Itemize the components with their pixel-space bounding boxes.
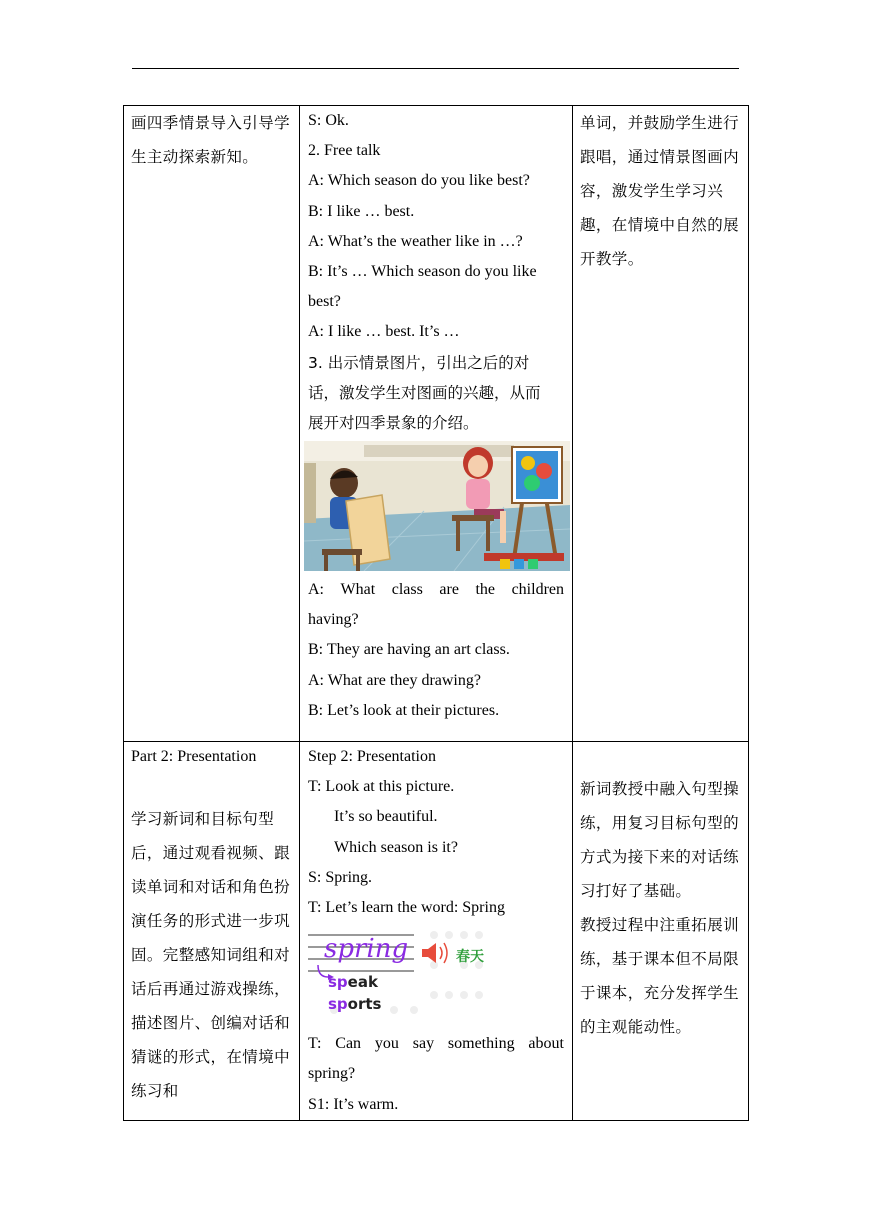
purpose-cell: [573, 742, 749, 1121]
word: are: [439, 581, 459, 599]
activity-line: Step 2: Presentation: [308, 748, 436, 765]
spacer: [124, 772, 299, 802]
vocab-speak: speak: [328, 973, 378, 992]
activity-line: It’s so beautiful.: [334, 808, 438, 826]
stage-description: 学习新词和目标句型后，通过观看视频、跟读单词和对话和角色扮演任务的形式进一步巩固。完整感知词组和对话后再通过游戏操练，描述图片、创编对话和猜谜的形式，在情境中练习和: [131, 810, 291, 1101]
activity-cell: [300, 106, 573, 742]
word: What: [340, 581, 376, 599]
activity-line: B: Let’s look at their pictures.: [308, 701, 500, 719]
purpose-text: 新词教授中融入句型操练，用复习目标句型的方式为接下来的对话练习打好了基础。: [580, 780, 740, 900]
word: Can: [335, 1035, 362, 1053]
activity-line: spring?: [308, 1065, 356, 1083]
activity-cn-line: 话，激发学生对图画的兴趣，从而: [308, 383, 541, 402]
word: say: [412, 1035, 435, 1053]
table-row: [124, 742, 749, 1121]
spacer: [573, 742, 748, 772]
activity-line: 2. Free talk: [308, 142, 381, 160]
spring-vocabulary-card: [304, 925, 504, 1025]
activity-line: S: Spring.: [308, 868, 373, 886]
header-rule: [132, 68, 739, 69]
activity-line: T: Look at this picture.: [308, 778, 455, 796]
activity-line: A: I like … best. It’s …: [308, 323, 460, 341]
activity-line: S1: It’s warm.: [308, 1095, 399, 1113]
activity-cell: [300, 742, 573, 1121]
activity-line: best?: [308, 293, 341, 311]
word: A:: [308, 581, 324, 599]
speaker-icon: [422, 943, 447, 963]
vocab-sports: sports: [328, 995, 382, 1014]
activity-line: B: They are having an art class.: [308, 641, 510, 659]
word: something: [447, 1035, 515, 1053]
purpose-text: 单词，并鼓励学生进行跟唱，通过情景图画内容，激发学生学习兴趣，在情境中自然的展开教学。: [580, 114, 740, 268]
vocab-cn: 春天: [456, 949, 484, 966]
purpose-cell: [573, 106, 749, 742]
activity-line: Which season is it?: [334, 838, 458, 856]
activity-line-justified: [300, 1029, 572, 1059]
classroom-art-class-illustration: [304, 441, 570, 571]
word: about: [528, 1035, 564, 1053]
stage-cell: [124, 106, 300, 742]
activity-line-justified: [300, 575, 572, 605]
activity-cn-line: 3. 出示情景图片，引出之后的对: [308, 353, 530, 372]
word: children: [511, 581, 564, 599]
activity-line: having?: [308, 611, 359, 629]
purpose-text: 教授过程中注重拓展训练，基于课本但不局限于课本，充分发挥学生的主观能动性。: [580, 916, 740, 1036]
activity-line: B: I like … best.: [308, 202, 415, 220]
activity-cn-line: 展开对四季景象的介绍。: [308, 413, 479, 432]
lesson-plan-table: [123, 105, 749, 1121]
word: the: [475, 581, 496, 599]
activity-line: T: Let’s learn the word: Spring: [308, 898, 505, 916]
stage-description: [124, 106, 299, 174]
table-row: [124, 106, 749, 742]
stage-title: Part 2: Presentation: [131, 748, 257, 765]
word: you: [374, 1035, 399, 1053]
word: class: [391, 581, 423, 599]
activity-line: A: What’s the weather like in …?: [308, 232, 523, 250]
activity-line: S: Ok.: [308, 112, 349, 129]
stage-cell: [124, 742, 300, 1121]
stage-text: 画四季情景导入引导学生主动探索新知。: [131, 114, 291, 166]
word: T:: [308, 1035, 322, 1053]
activity-line: A: What are they drawing?: [308, 671, 481, 689]
activity-line: A: Which season do you like best?: [308, 172, 530, 190]
activity-line: B: It’s … Which season do you like: [308, 262, 537, 280]
vocab-word: spring: [324, 934, 409, 965]
